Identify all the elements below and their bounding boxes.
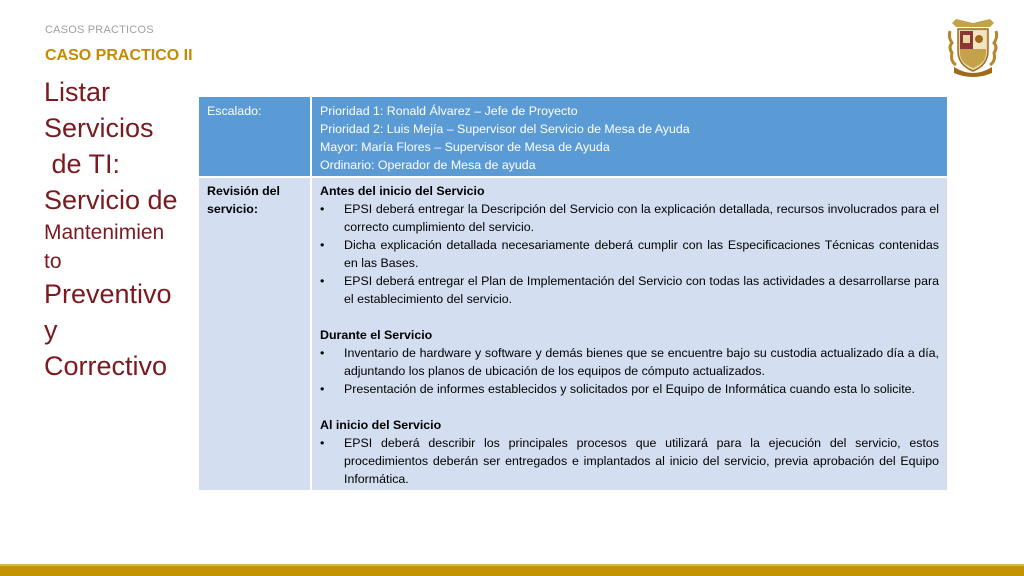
list-item — [320, 236, 939, 272]
bullet-icon: • — [320, 238, 325, 252]
spacer — [320, 398, 939, 416]
revision-content — [311, 177, 948, 491]
list-item — [320, 434, 939, 488]
section-header: CASOS PRACTICOS — [45, 24, 154, 36]
section-heading: Antes del inicio del Servicio — [320, 184, 485, 198]
case-title: CASO PRACTICO II — [45, 47, 193, 64]
escalado-content — [311, 96, 948, 177]
revision-row — [198, 177, 948, 491]
list-item-text: Presentación de informes establecidos y solicitados por el Equipo de Informática cuando esta lo solicite. — [344, 382, 915, 396]
escalado-line: Prioridad 2: Luis Mejía – Supervisor del Servicio de Mesa de Ayuda — [320, 122, 690, 136]
list-item — [320, 272, 939, 308]
service-table — [197, 95, 949, 492]
escalado-row — [198, 96, 948, 177]
bullet-list — [320, 200, 939, 308]
title-line: Listar — [44, 77, 111, 107]
list-item-text: EPSI deberá entregar el Plan de Implementación del Servicio con todas las actividades a desarrollarse para el establecimiento del servicio. — [344, 274, 939, 306]
slide-title — [44, 74, 194, 384]
title-line: Servicios — [44, 113, 154, 143]
section-heading: Al inicio del Servicio — [320, 418, 442, 432]
title-line: Correctivo — [44, 351, 168, 381]
title-line: de TI: — [44, 149, 121, 179]
list-item-text: Inventario de hardware y software y demás bienes que se encuentre bajo su custodia actualizado día a día, adjuntando los planos de ubicación de los equipos de cómputo actualizados. — [344, 346, 939, 378]
escalado-line: Ordinario: Operador de Mesa de ayuda — [320, 158, 536, 172]
escalado-line: Prioridad 1: Ronald Álvarez – Jefe de Proyecto — [320, 104, 578, 118]
title-line: to — [44, 250, 62, 273]
escalado-line: Mayor: María Flores – Supervisor de Mesa de Ayuda — [320, 140, 610, 154]
list-item-text: Dicha explicación detallada necesariamente deberá cumplir con las Especificaciones Técnicas contenidas en las Bases. — [344, 238, 939, 270]
list-item-text: EPSI deberá entregar la Descripción del Servicio con la explicación detallada, recursos involucrados para el correcto cumplimiento del servicio. — [344, 202, 939, 234]
university-crest-icon — [946, 17, 1000, 79]
bullet-icon: • — [320, 346, 325, 360]
list-item — [320, 344, 939, 380]
escalado-label: Escalado: — [198, 96, 311, 177]
title-line: Preventivo — [44, 279, 172, 309]
bullet-icon: • — [320, 382, 325, 396]
title-line: y — [44, 315, 58, 345]
revision-label: Revisión del servicio: — [198, 177, 311, 491]
list-item — [320, 200, 939, 236]
footer-bar — [0, 566, 1024, 576]
bullet-icon: • — [320, 274, 325, 288]
list-item-text: EPSI deberá describir los principales procesos que utilizará para la ejecución del servicio, estos procedimientos deberán ser entregados e implantados al inicio del servicio, previa aprobación del Equipo Informática. — [344, 436, 939, 486]
title-line: Servicio de — [44, 185, 178, 215]
section-heading: Durante el Servicio — [320, 328, 433, 342]
title-line: Mantenimien — [44, 221, 165, 244]
spacer — [320, 308, 939, 326]
bullet-list — [320, 434, 939, 488]
bullet-icon: • — [320, 436, 325, 450]
bullet-list — [320, 344, 939, 398]
list-item — [320, 380, 939, 398]
bullet-icon: • — [320, 202, 325, 216]
